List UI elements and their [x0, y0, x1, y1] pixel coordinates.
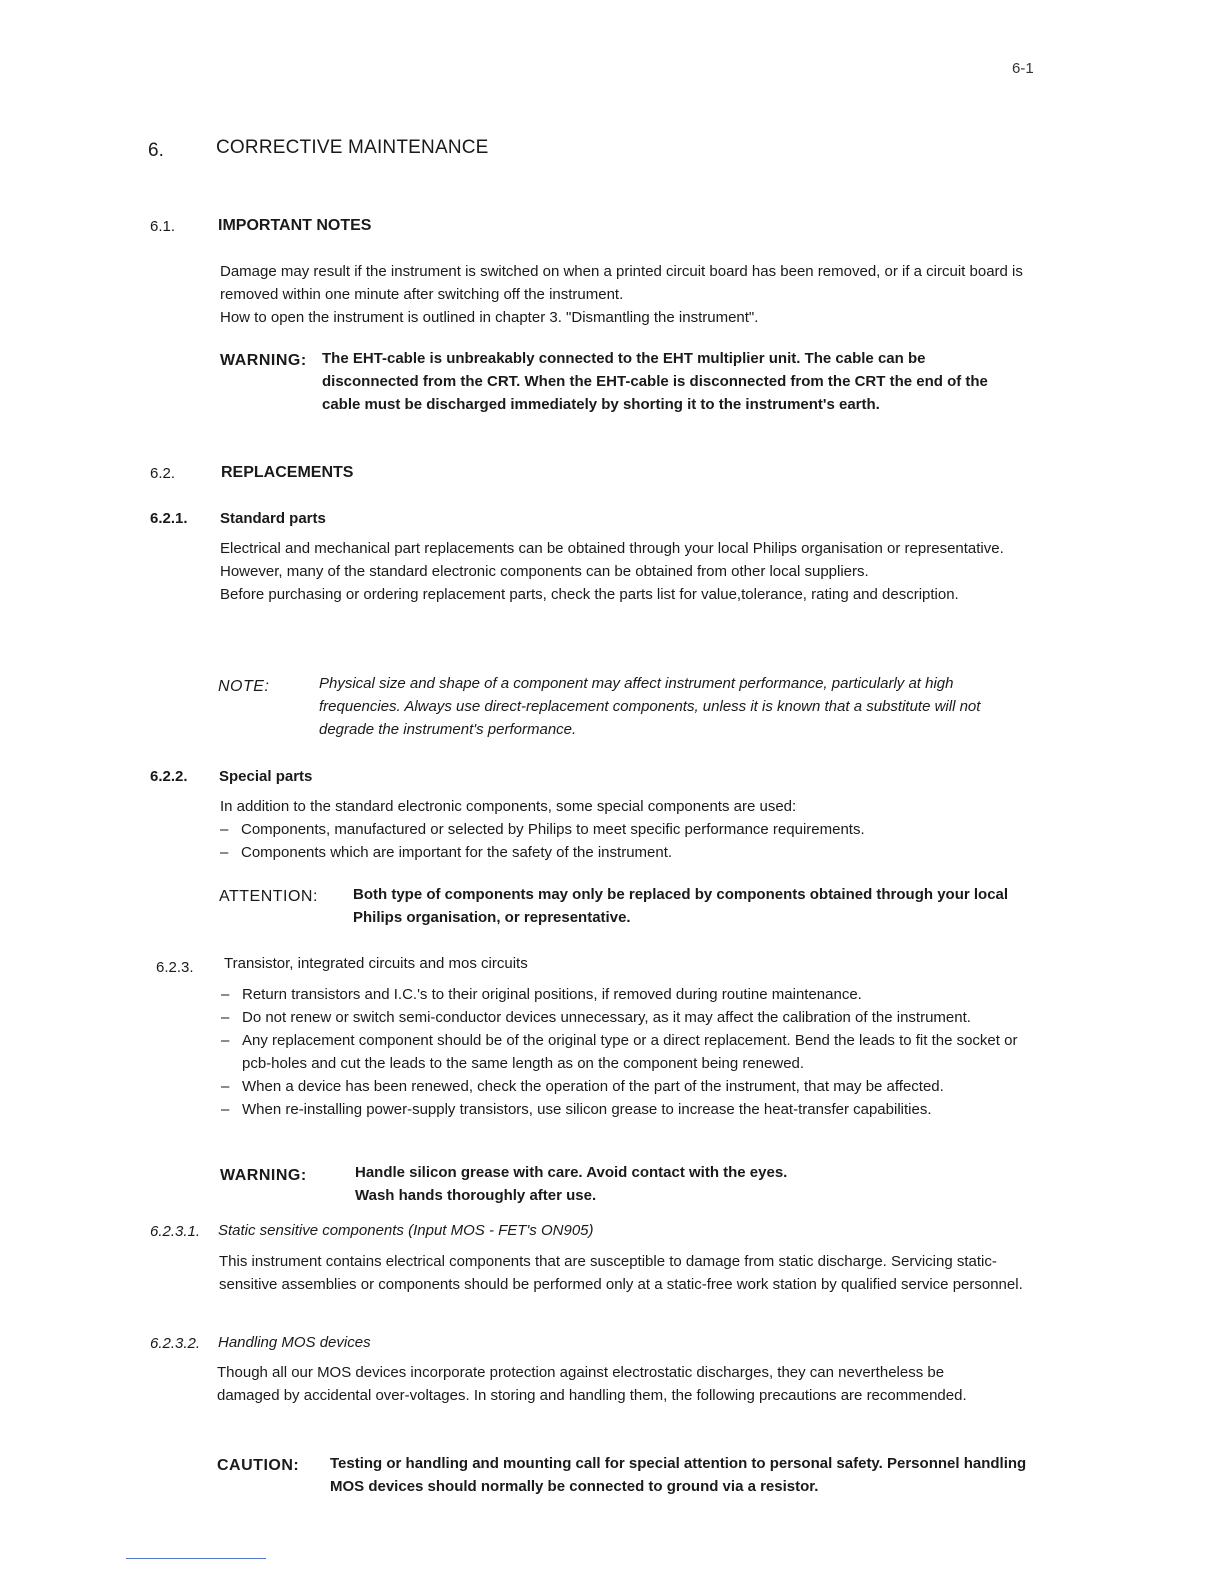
section-6-2-3-1-title: Static sensitive components (Input MOS - FET's ON905)	[218, 1222, 594, 1239]
list-item: – Components, manufactured or selected by Philips to meet specific performance requirements.	[220, 818, 1030, 841]
section-6-2-1-para-1: Electrical and mechanical part replacements can be obtained through your local Philips organisation or representative. However, many of the standard electronic components can be obtained from other local suppliers.	[220, 540, 1004, 580]
warning-text-grease	[355, 1161, 1015, 1207]
section-6-2-3-body	[221, 983, 1026, 1121]
attention-text: Both type of components may only be replaced by components obtained through your local Philips organisation, or representative.	[353, 886, 1009, 926]
section-6-2-1-para-2: Before purchasing or ordering replacement parts, check the parts list for value,tolerance, rating and description.	[220, 586, 959, 603]
section-6-1-body	[220, 260, 1030, 329]
note-label: NOTE:	[218, 678, 270, 695]
footer-rule	[126, 1558, 266, 1559]
transistor-list	[221, 983, 1026, 1121]
section-6-2-3-title: Transistor, integrated circuits and mos circuits	[224, 955, 528, 972]
warning-label-eht: WARNING:	[220, 352, 307, 369]
section-6-2-2-number: 6.2.2.	[150, 768, 188, 785]
section-6-2-3-2-para: Though all our MOS devices incorporate protection against electrostatic discharges, they can nevertheless be damaged by accidental over-voltages. In storing and handling them, the following precautions are recommended.	[217, 1364, 967, 1404]
list-item: – Components which are important for the safety of the instrument.	[220, 841, 1030, 864]
section-6-2-3-2-title: Handling MOS devices	[218, 1334, 371, 1351]
warning-text-eht: The EHT-cable is unbreakably connected to the EHT multiplier unit. The cable can be disconnected from the CRT. When the EHT-cable is disconnected from the CRT the end of the cable must be discharged immediately by shorting it to the instrument's earth.	[322, 350, 988, 413]
section-6-2-2-title: Special parts	[219, 768, 313, 785]
chapter-title: CORRECTIVE MAINTENANCE	[216, 137, 489, 158]
section-6-1-para-2: How to open the instrument is outlined in chapter 3. "Dismantling the instrument".	[220, 309, 759, 326]
note-text: Physical size and shape of a component may affect instrument performance, particularly at high frequencies. Always use direct-replacement components, unless it is known that a substitute will not degrade the instrument's performance.	[319, 675, 981, 738]
section-6-1-title: IMPORTANT NOTES	[218, 217, 372, 234]
special-parts-list	[220, 818, 1030, 864]
section-6-2-3-1-para: This instrument contains electrical components that are susceptible to damage from static discharge. Servicing static-sensitive assemblies or components should be performed only at a static-free work station by qualified service personnel.	[219, 1253, 1023, 1293]
section-6-2-3-number: 6.2.3.	[156, 959, 194, 976]
warning-grease-line-1: Handle silicon grease with care. Avoid contact with the eyes.	[355, 1164, 788, 1181]
section-6-2-title: REPLACEMENTS	[221, 464, 354, 481]
section-6-1-para-1: Damage may result if the instrument is switched on when a printed circuit board has been removed, or if a circuit board is removed within one minute after switching off the instrument.	[220, 263, 1023, 303]
list-item: – Return transistors and I.C.'s to their original positions, if removed during routine maintenance.	[221, 983, 1026, 1006]
section-6-2-1-number: 6.2.1.	[150, 510, 188, 527]
warning-grease-line-2: Wash hands thoroughly after use.	[355, 1187, 597, 1204]
list-item: – Any replacement component should be of the original type or a direct replacement. Bend the leads to fit the socket or pcb-holes and cut the leads to the same length as on the component being renewed.	[221, 1029, 1026, 1075]
section-6-2-2-body	[220, 795, 1030, 864]
caution-label: CAUTION:	[217, 1457, 300, 1474]
section-6-2-2-intro: In addition to the standard electronic components, some special components are used:	[220, 798, 797, 815]
warning-label-grease: WARNING:	[220, 1167, 307, 1184]
section-6-1-number: 6.1.	[150, 218, 176, 235]
section-6-2-1-body	[220, 537, 1010, 606]
list-item: – When a device has been renewed, check the operation of the part of the instrument, that may be affected.	[221, 1075, 1026, 1098]
section-6-2-3-2-number: 6.2.3.2.	[150, 1335, 201, 1352]
page-number: 6-1	[1012, 60, 1034, 77]
section-6-2-number: 6.2.	[150, 465, 176, 482]
list-item: – Do not renew or switch semi-conductor devices unnecessary, as it may affect the calibration of the instrument.	[221, 1006, 1026, 1029]
section-6-2-1-title: Standard parts	[220, 510, 326, 527]
caution-text: Testing or handling and mounting call for special attention to personal safety. Personnel handling MOS devices should normally be connected to ground via a resistor.	[330, 1455, 1027, 1495]
attention-label: ATTENTION:	[219, 888, 318, 905]
list-item: – When re-installing power-supply transistors, use silicon grease to increase the heat-transfer capabilities.	[221, 1098, 1026, 1121]
chapter-number: 6.	[148, 140, 164, 161]
section-6-2-3-1-number: 6.2.3.1.	[150, 1223, 201, 1240]
